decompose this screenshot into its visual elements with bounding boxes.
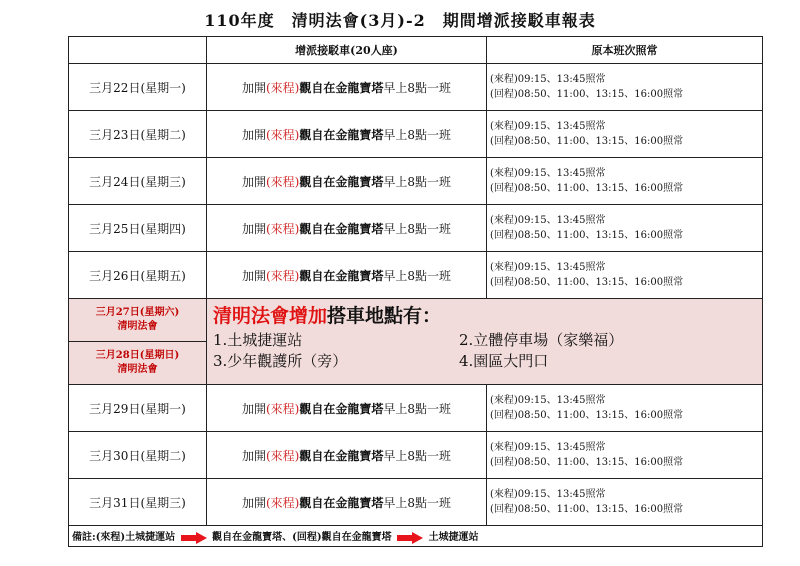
added-trip-prefix: 加開 — [241, 80, 266, 95]
pickup-stop-list — [213, 330, 756, 372]
return-times: (回程)08:50、11:00、13:15、16:00照常 — [490, 183, 684, 194]
added-trip-destination: 觀自在金龍寶塔 — [299, 221, 384, 236]
return-times: (回程)08:50、11:00、13:15、16:00照常 — [490, 136, 684, 147]
added-trip-prefix: 加開 — [241, 174, 266, 189]
added-trip-cell — [207, 158, 487, 205]
outbound-times: (來程)09:15、13:45照常 — [490, 168, 606, 179]
added-trip-destination: 觀自在金龍寶塔 — [299, 401, 384, 416]
outbound-times: (來程)09:15、13:45照常 — [490, 442, 606, 453]
schedule-row — [69, 479, 763, 526]
added-trip-route: (來程) — [265, 401, 300, 416]
added-trip-time: 早上8點一班 — [383, 401, 452, 416]
right-arrow-icon — [181, 532, 207, 544]
original-schedule-column-header: 原本班次照常 — [487, 37, 763, 64]
date-cell: 三月22日(星期一) — [69, 64, 207, 111]
original-schedule-cell — [487, 205, 763, 252]
return-times: (回程)08:50、11:00、13:15、16:00照常 — [490, 230, 684, 241]
added-trip-prefix: 加開 — [241, 401, 266, 416]
festival-headline — [213, 303, 756, 329]
pickup-stop: 4.園區大門口 — [459, 352, 549, 370]
added-trip-destination: 觀自在金龍寶塔 — [299, 127, 384, 142]
added-trip-destination: 觀自在金龍寶塔 — [299, 448, 384, 463]
added-trip-route: (來程) — [265, 127, 300, 142]
outbound-times: (來程)09:15、13:45照常 — [490, 489, 606, 500]
date-cell: 三月26日(星期五) — [69, 252, 207, 299]
festival-date: 三月27日(星期六) — [95, 307, 180, 318]
schedule-row — [69, 385, 763, 432]
festival-date-cell — [69, 299, 207, 342]
added-trip-time: 早上8點一班 — [383, 80, 452, 95]
festival-row — [69, 299, 763, 342]
added-trip-cell — [207, 205, 487, 252]
added-trip-prefix: 加開 — [241, 268, 266, 283]
note-part-3: 土城捷運站 — [428, 532, 479, 544]
added-trip-time: 早上8點一班 — [383, 448, 452, 463]
festival-headline-text: 搭車地點有： — [327, 305, 442, 327]
note-part-2: 觀自在金龍寶塔、(回程)觀自在金龍寶塔 — [212, 532, 392, 544]
added-trip-destination: 觀自在金龍寶塔 — [299, 495, 384, 510]
date-cell: 三月29日(星期一) — [69, 385, 207, 432]
schedule-row — [69, 205, 763, 252]
added-trip-time: 早上8點一班 — [383, 268, 452, 283]
added-trip-route: (來程) — [265, 221, 300, 236]
schedule-row — [69, 432, 763, 479]
added-trip-prefix: 加開 — [241, 221, 266, 236]
pickup-stop: 1.土城捷運站 — [213, 331, 303, 349]
festival-date-cell — [69, 342, 207, 385]
added-trip-route: (來程) — [265, 80, 300, 95]
festival-pickup-box — [207, 299, 763, 385]
return-times: (回程)08:50、11:00、13:15、16:00照常 — [490, 504, 684, 515]
right-arrow-icon — [397, 532, 423, 544]
schedule-row — [69, 158, 763, 205]
original-schedule-cell — [487, 432, 763, 479]
outbound-times: (來程)09:15、13:45照常 — [490, 395, 606, 406]
added-trip-destination: 觀自在金龍寶塔 — [299, 268, 384, 283]
outbound-times: (來程)09:15、13:45照常 — [490, 262, 606, 273]
added-trip-time: 早上8點一班 — [383, 221, 452, 236]
festival-label: 清明法會 — [117, 364, 158, 375]
original-schedule-cell — [487, 64, 763, 111]
added-trip-route: (來程) — [265, 268, 300, 283]
outbound-times: (來程)09:15、13:45照常 — [490, 74, 606, 85]
note-row — [69, 526, 763, 547]
schedule-row — [69, 64, 763, 111]
note-cell — [69, 526, 763, 547]
added-trip-prefix: 加開 — [241, 127, 266, 142]
date-cell: 三月23日(星期二) — [69, 111, 207, 158]
pickup-stop: 2.立體停車場（家樂福） — [459, 331, 624, 349]
added-trip-route: (來程) — [265, 174, 300, 189]
festival-headline-highlight: 清明法會增加 — [213, 305, 328, 327]
original-schedule-cell — [487, 385, 763, 432]
added-trip-time: 早上8點一班 — [383, 495, 452, 510]
added-trip-cell — [207, 64, 487, 111]
added-trip-time: 早上8點一班 — [383, 174, 452, 189]
date-cell: 三月24日(星期三) — [69, 158, 207, 205]
original-schedule-cell — [487, 479, 763, 526]
outbound-times: (來程)09:15、13:45照常 — [490, 121, 606, 132]
added-trip-cell — [207, 385, 487, 432]
added-bus-column-header: 增派接駁車(20人座) — [207, 37, 487, 64]
added-trip-cell — [207, 111, 487, 158]
schedule-table — [68, 36, 763, 547]
return-times: (回程)08:50、11:00、13:15、16:00照常 — [490, 457, 684, 468]
return-times: (回程)08:50、11:00、13:15、16:00照常 — [490, 89, 684, 100]
added-trip-cell — [207, 432, 487, 479]
added-trip-cell — [207, 252, 487, 299]
outbound-times: (來程)09:15、13:45照常 — [490, 215, 606, 226]
return-times: (回程)08:50、11:00、13:15、16:00照常 — [490, 410, 684, 421]
added-trip-cell — [207, 479, 487, 526]
festival-date: 三月28日(星期日) — [95, 350, 180, 361]
added-trip-destination: 觀自在金龍寶塔 — [299, 80, 384, 95]
original-schedule-cell — [487, 252, 763, 299]
date-cell: 三月25日(星期四) — [69, 205, 207, 252]
schedule-row — [69, 111, 763, 158]
schedule-row — [69, 252, 763, 299]
added-trip-route: (來程) — [265, 448, 300, 463]
note-part-1: 備註:(來程)土城捷運站 — [72, 532, 176, 544]
table-header-row — [69, 37, 763, 64]
added-trip-prefix: 加開 — [241, 495, 266, 510]
original-schedule-cell — [487, 111, 763, 158]
return-times: (回程)08:50、11:00、13:15、16:00照常 — [490, 277, 684, 288]
date-cell: 三月30日(星期二) — [69, 432, 207, 479]
date-cell: 三月31日(星期三) — [69, 479, 207, 526]
report-title: 110年度 清明法會(3月)-2 期間增派接駁車報表 — [204, 11, 596, 30]
festival-label: 清明法會 — [117, 321, 158, 332]
original-schedule-cell — [487, 158, 763, 205]
date-column-header — [69, 37, 207, 64]
added-trip-destination: 觀自在金龍寶塔 — [299, 174, 384, 189]
pickup-stop: 3.少年觀護所（旁） — [213, 352, 348, 370]
added-trip-time: 早上8點一班 — [383, 127, 452, 142]
added-trip-route: (來程) — [265, 495, 300, 510]
added-trip-prefix: 加開 — [241, 448, 266, 463]
